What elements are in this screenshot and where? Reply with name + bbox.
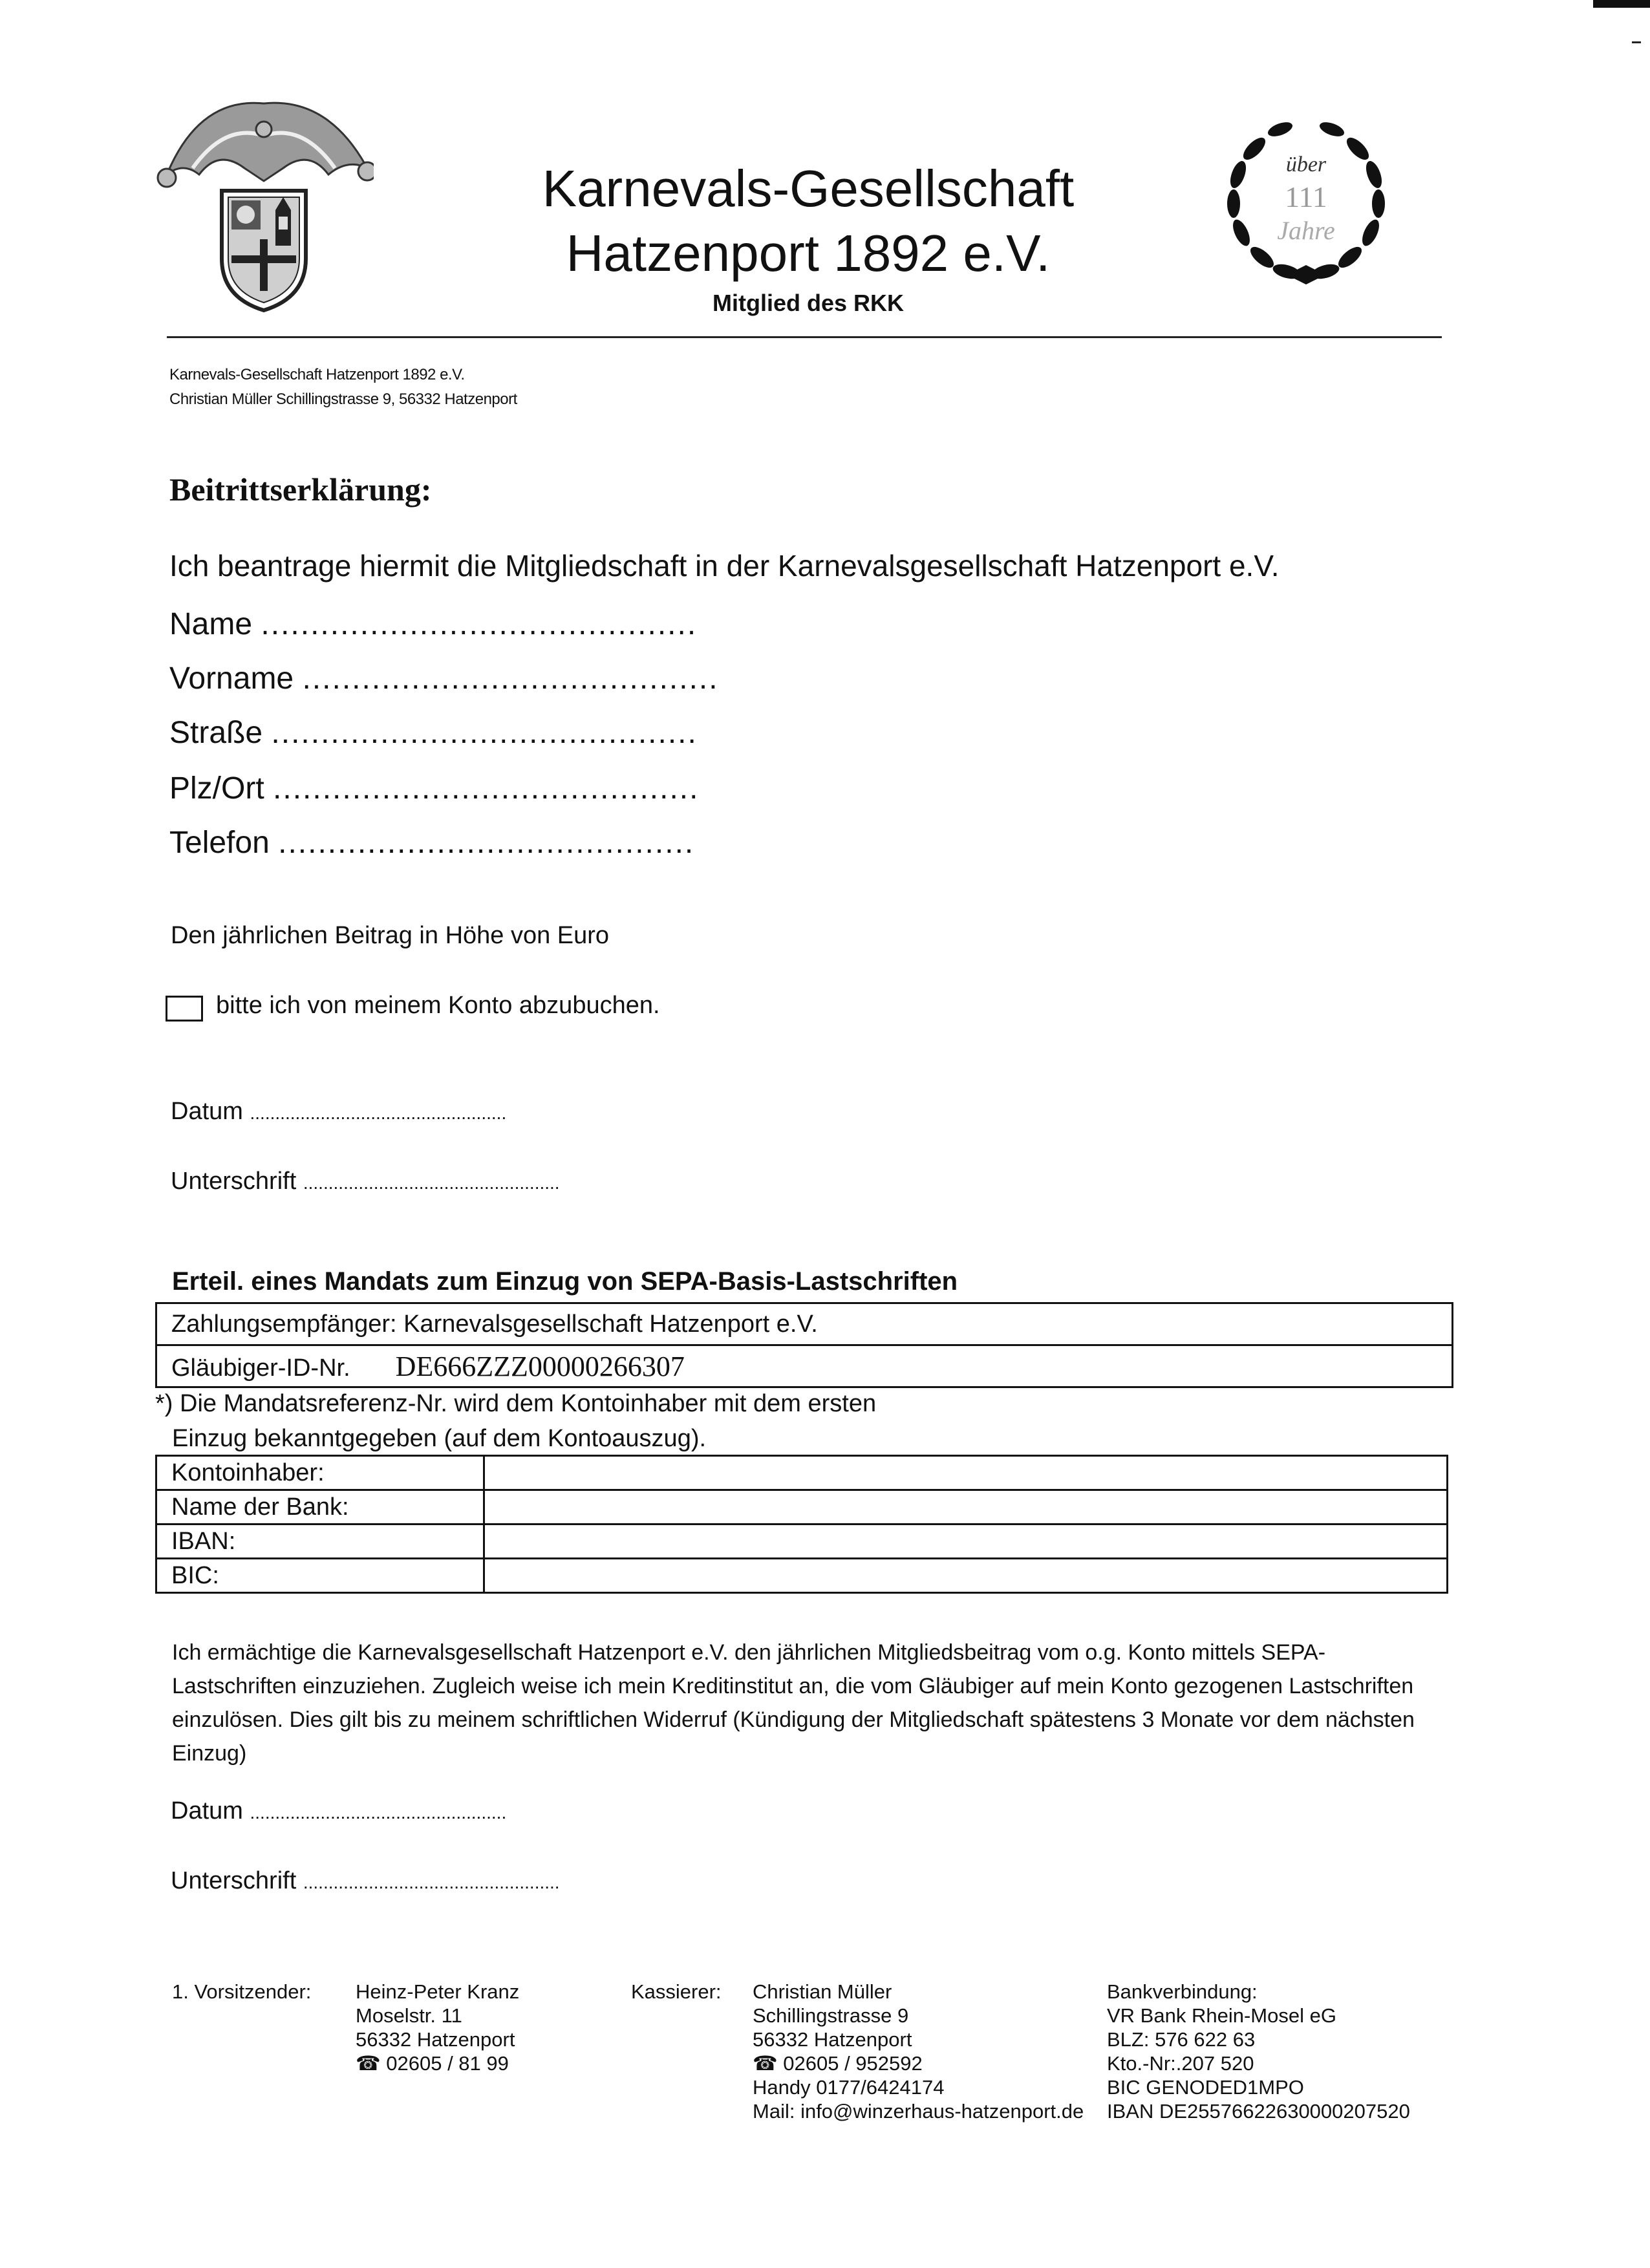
- field-dots: ...........................................: [273, 771, 700, 806]
- phone-icon: ☎: [753, 2052, 778, 2075]
- vorsitz-block: [356, 1980, 519, 2075]
- scan-edge-mark: [1593, 0, 1650, 8]
- field-label: Telefon: [169, 826, 270, 860]
- kassierer-block: [753, 1980, 1084, 2123]
- table-row: [156, 1345, 1453, 1387]
- field-dots: ............................................: [261, 607, 698, 641]
- vorsitz-name: Heinz-Peter Kranz: [356, 1980, 520, 2003]
- authorization-text: Ich ermächtige die Karnevalsgesellschaft Hatzenport e.V. den jährlichen Mitgliedsbeitrag vom o.g. Konto mittels SEPA-Lastschriften einzuziehen. Zugleich weise ich mein Kreditinstitut an, die vom Gläubiger auf mein Konto gezogenen Lastschriften einzulösen. Dies gilt bis zu meinem schriftlichen Widerruf (Kündigung der Mitgliedschaft spätestens 3 Monate vor dem nächsten Einzug): [172, 1640, 1415, 1766]
- field-label: Straße: [169, 716, 263, 750]
- vorsitz-phone-row: [356, 2051, 519, 2075]
- unterschrift-label: Unterschrift: [171, 1168, 297, 1195]
- bic-input[interactable]: [484, 1559, 1448, 1593]
- kassierer-city: 56332 Hatzenport: [753, 2028, 912, 2051]
- datum-label: Datum: [171, 1098, 243, 1125]
- abbuchen-checkbox[interactable]: [166, 996, 203, 1022]
- mandate-note-line1: *) Die Mandatsreferenz-Nr. wird dem Kontoinhaber mit dem ersten: [155, 1390, 877, 1417]
- sepa-creditor-table: [155, 1302, 1453, 1388]
- iban-input[interactable]: [484, 1524, 1448, 1559]
- kassierer-street: Schillingstrasse 9: [753, 2004, 909, 2027]
- table-row: [156, 1490, 1448, 1524]
- vorsitz-phone: 02605 / 81 99: [386, 2052, 509, 2075]
- kontoinhaber-label: Kontoinhaber:: [156, 1456, 484, 1490]
- badge-text-2: 111: [1285, 180, 1327, 213]
- sepa-title: Erteil. eines Mandats zum Einzug von SEPA-Basis-Lastschriften: [172, 1267, 958, 1296]
- bank-label: Bankverbindung:: [1107, 1980, 1258, 2003]
- sepa-datum-field[interactable]: [171, 1797, 506, 1825]
- bank-block: [1107, 1980, 1410, 2123]
- mandate-note-line2: Einzug bekanntgegeben (auf dem Kontoauszug).: [172, 1425, 707, 1452]
- field-dots: ...........................................: [271, 716, 698, 750]
- bank-kto: Kto.-Nr:.207 520: [1107, 2052, 1254, 2075]
- bank-name-input[interactable]: [484, 1490, 1448, 1524]
- sender-line-2: Christian Müller Schillingstrasse 9, 56332 Hatzenport: [169, 390, 517, 408]
- field-name[interactable]: [169, 606, 697, 642]
- field-dots: ..........................................: [302, 661, 719, 696]
- glaeubiger-id: DE666ZZZ00000266307: [395, 1350, 685, 1382]
- kassierer-phone: 02605 / 952592: [783, 2052, 923, 2075]
- abbuchen-text: bitte ich von meinem Konto abzubuchen.: [216, 992, 660, 1019]
- bank-bic: BIC GENODED1MPO: [1107, 2076, 1304, 2099]
- iban-label: IBAN:: [156, 1524, 484, 1559]
- empfaenger-cell: Zahlungsempfänger: Karnevalsgesellschaft Hatzenport e.V.: [156, 1303, 1453, 1345]
- scan-dash-mark: [1632, 41, 1641, 43]
- field-label: Plz/Ort: [169, 771, 264, 806]
- phone-icon: ☎: [356, 2052, 381, 2075]
- kassierer-handy: Handy 0177/6424174: [753, 2076, 945, 2099]
- beitrag-text: Den jährlichen Beitrag in Höhe von Euro: [171, 922, 610, 949]
- kassierer-name: Christian Müller: [753, 1980, 892, 2003]
- unterschrift-field[interactable]: [171, 1168, 560, 1195]
- vorsitz-city: 56332 Hatzenport: [356, 2028, 515, 2051]
- kassierer-phone-row: [753, 2051, 1084, 2075]
- table-row: [156, 1524, 1448, 1559]
- bank-iban: IBAN DE25576622630000207520: [1107, 2100, 1410, 2123]
- datum-dots: ...................................................: [250, 1103, 507, 1123]
- datum-field[interactable]: [171, 1098, 506, 1126]
- vorsitz-label: 1. Vorsitzender:: [172, 1980, 312, 2003]
- unterschrift-dots: ...................................................: [303, 1173, 560, 1193]
- kassierer-label: Kassierer:: [631, 1980, 722, 2003]
- field-telefon[interactable]: [169, 825, 694, 861]
- table-row: [156, 1456, 1448, 1490]
- sender-line-1: Karnevals-Gesellschaft Hatzenport 1892 e.V.: [169, 366, 465, 383]
- unterschrift-dots: ...................................................: [303, 1872, 560, 1892]
- form-heading: Beitrittserklärung:: [169, 471, 432, 508]
- header-divider: [167, 336, 1442, 338]
- field-strasse[interactable]: [169, 715, 698, 751]
- bic-label: BIC:: [156, 1559, 484, 1593]
- club-title-line2: Hatzenport 1892 e.V.: [566, 224, 1051, 282]
- account-table: [155, 1455, 1448, 1594]
- bank-blz: BLZ: 576 622 63: [1107, 2028, 1256, 2051]
- kassierer-mail: Mail: info@winzerhaus-hatzenport.de: [753, 2100, 1084, 2123]
- unterschrift-label: Unterschrift: [171, 1867, 297, 1894]
- vorsitz-street: Moselstr. 11: [356, 2004, 462, 2027]
- datum-label: Datum: [171, 1797, 243, 1824]
- field-dots: ..........................................: [278, 826, 695, 860]
- field-vorname[interactable]: [169, 661, 719, 696]
- table-row: [156, 1559, 1448, 1593]
- sepa-unterschrift-field[interactable]: [171, 1867, 560, 1895]
- club-logo-icon: [154, 97, 374, 317]
- field-plz-ort[interactable]: [169, 771, 699, 806]
- field-label: Vorname: [169, 661, 294, 696]
- kontoinhaber-input[interactable]: [484, 1456, 1448, 1490]
- datum-dots: ...................................................: [250, 1803, 507, 1823]
- bank-name: VR Bank Rhein-Mosel eG: [1107, 2004, 1336, 2027]
- bank-name-label: Name der Bank:: [156, 1490, 484, 1524]
- badge-text-3: Jahre: [1277, 216, 1335, 245]
- field-label: Name: [169, 607, 253, 641]
- table-row: [156, 1303, 1453, 1345]
- badge-text-1: über: [1285, 153, 1327, 177]
- glaeubiger-label: Gläubiger-ID-Nr.: [171, 1354, 350, 1382]
- form-intro: Ich beantrage hiermit die Mitgliedschaft in der Karnevalsgesellschaft Hatzenport e.V.: [169, 549, 1280, 583]
- club-title-line1: Karnevals-Gesellschaft: [542, 160, 1075, 217]
- laurel-badge-icon: [1216, 110, 1397, 291]
- glaeubiger-cell: [156, 1345, 1453, 1387]
- club-subtitle: Mitglied des RKK: [712, 290, 904, 316]
